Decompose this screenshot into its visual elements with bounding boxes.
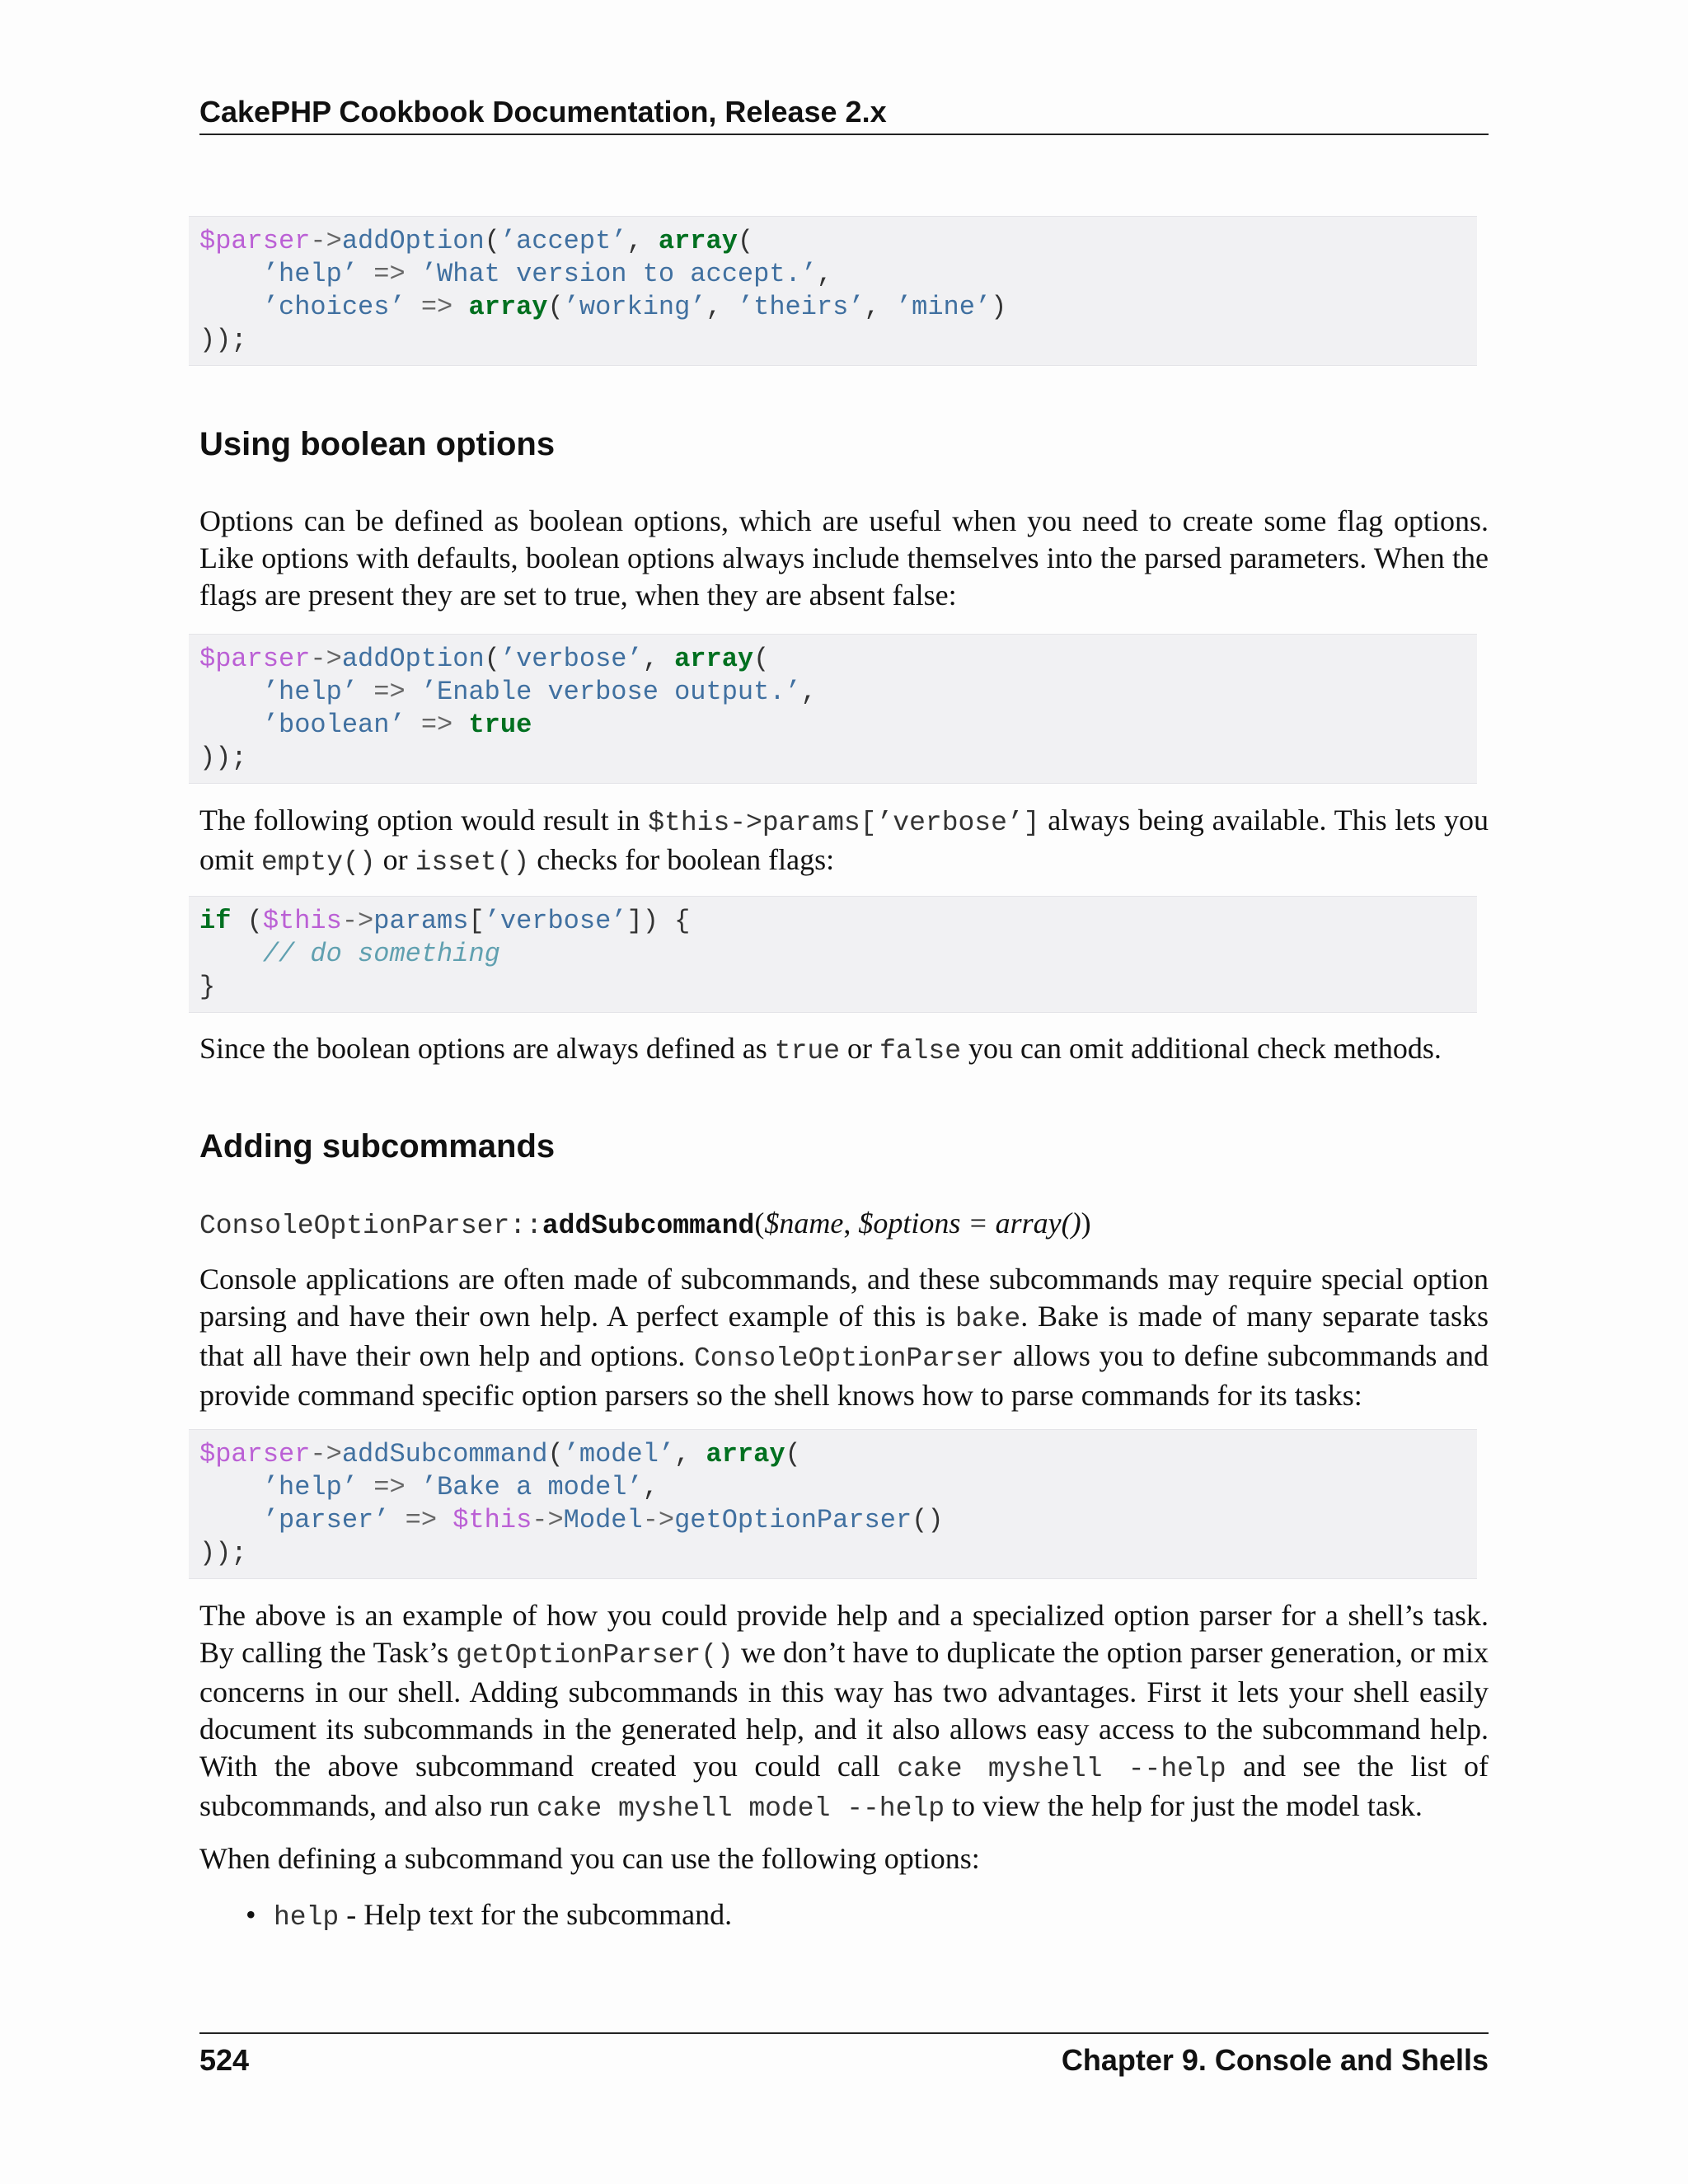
text-run: to view the help for just the model task. bbox=[945, 1789, 1423, 1822]
section-heading-subcommands: Adding subcommands bbox=[199, 1128, 556, 1165]
code-token: true bbox=[468, 710, 532, 740]
section-heading-boolean: Using boolean options bbox=[199, 426, 556, 462]
code-token: )); bbox=[199, 1538, 247, 1568]
code-token: ( bbox=[484, 226, 500, 256]
inline-code: empty() bbox=[261, 847, 376, 878]
code-token: array bbox=[658, 226, 738, 256]
code-token: ’What version to accept.’ bbox=[420, 259, 817, 289]
code-token: ’theirs’ bbox=[737, 292, 865, 322]
paragraph-following-option bbox=[199, 802, 1489, 881]
code-token: ’choices’ bbox=[262, 292, 406, 322]
page-number: 524 bbox=[199, 2043, 250, 2077]
chapter-title: Chapter 9. Console and Shells bbox=[1061, 2043, 1489, 2077]
signature-class: ConsoleOptionParser:: bbox=[199, 1211, 542, 1241]
code-token: , bbox=[642, 1472, 659, 1502]
code-token: () bbox=[912, 1505, 944, 1535]
code-token: $parser bbox=[199, 226, 311, 256]
code-line bbox=[199, 938, 1477, 971]
code-line bbox=[199, 258, 1477, 291]
code-token: $this bbox=[262, 906, 342, 936]
code-token: ’Enable verbose output.’ bbox=[420, 677, 801, 707]
code-block-if-verbose bbox=[189, 896, 1477, 1013]
code-line bbox=[199, 1471, 1477, 1504]
text-run: The above is an example of how you could provide help and a specialized option parser for a shell’s task. By calling the Task’s bbox=[199, 1599, 1489, 1669]
code-line bbox=[199, 1438, 1477, 1471]
code-token: ( bbox=[737, 226, 754, 256]
text-run: allows you to define subcommands and provide command specific option parsers so the shell knows how to parse commands for its tasks: bbox=[199, 1339, 1489, 1412]
paragraph-subcommands-explanation bbox=[199, 1597, 1489, 1827]
inline-code: isset() bbox=[415, 847, 530, 878]
code-token: ’boolean’ bbox=[262, 710, 406, 740]
code-token: ’model’ bbox=[563, 1439, 675, 1469]
text-run: ( bbox=[754, 1207, 765, 1240]
code-token: , bbox=[800, 677, 817, 707]
code-token: array bbox=[674, 644, 754, 674]
bullet-marker: • bbox=[246, 1898, 256, 1931]
inline-code: cake myshell model --help bbox=[536, 1793, 945, 1824]
code-line bbox=[199, 676, 1477, 709]
code-token: ’parser’ bbox=[262, 1505, 390, 1535]
code-token: } bbox=[199, 972, 216, 1002]
code-token: => bbox=[389, 1505, 453, 1535]
code-block-verbose-option bbox=[189, 634, 1477, 784]
code-token: getOptionParser bbox=[674, 1505, 912, 1535]
code-token: params bbox=[373, 906, 469, 936]
inline-code: cake myshell --help bbox=[897, 1754, 1226, 1784]
code-block-accept-option bbox=[189, 216, 1477, 366]
inline-code: $this->params[’verbose’] bbox=[648, 808, 1040, 838]
text-run: . Bake is made of many separate tasks that all have their own help and options. bbox=[199, 1300, 1489, 1372]
code-token bbox=[199, 677, 263, 707]
text-run: checks for boolean flags: bbox=[529, 843, 835, 876]
code-token: -> bbox=[341, 906, 374, 936]
code-block-add-subcommand bbox=[189, 1429, 1477, 1579]
text-run: and see the list of subcommands, and also run bbox=[199, 1750, 1489, 1822]
code-token: $parser bbox=[199, 644, 311, 674]
inline-code: true bbox=[774, 1036, 840, 1066]
code-token: ( bbox=[231, 906, 263, 936]
code-line bbox=[199, 1537, 1477, 1570]
running-header: CakePHP Cookbook Documentation, Release 2.x bbox=[199, 92, 1489, 135]
code-line bbox=[199, 324, 1477, 357]
code-token: if bbox=[199, 906, 232, 936]
code-token: ’verbose’ bbox=[499, 644, 643, 674]
code-token: $this bbox=[452, 1505, 532, 1535]
code-token: -> bbox=[310, 1439, 342, 1469]
code-token: ’help’ bbox=[262, 677, 359, 707]
code-token: ’help’ bbox=[262, 1472, 359, 1502]
code-token bbox=[199, 939, 263, 969]
text-run: we don’t have to duplicate the option parser generation, or mix concerns in our shell. Adding subcommands in this way has two advantages. First it lets your shell easily document its subcommands in the generated help, and it also allows easy access to the subcommand help. With the above subcommand created you could call bbox=[199, 1636, 1489, 1783]
code-token: ’mine’ bbox=[895, 292, 992, 322]
code-token: -> bbox=[310, 644, 342, 674]
inline-code: bake bbox=[954, 1304, 1021, 1334]
inline-code: false bbox=[879, 1036, 962, 1066]
code-token: -> bbox=[532, 1505, 564, 1535]
code-token bbox=[199, 1505, 263, 1535]
text-run: , bbox=[843, 1207, 859, 1240]
code-token: , bbox=[864, 292, 896, 322]
code-token bbox=[199, 710, 263, 740]
page-footer bbox=[199, 2032, 1489, 2080]
code-line bbox=[199, 971, 1477, 1004]
code-token: $parser bbox=[199, 1439, 311, 1469]
code-token: addSubcommand bbox=[341, 1439, 548, 1469]
code-token: ]) { bbox=[626, 906, 691, 936]
code-token: => bbox=[358, 677, 421, 707]
paragraph-since-boolean bbox=[199, 1030, 1489, 1070]
code-token: ’verbose’ bbox=[484, 906, 627, 936]
code-token: array bbox=[706, 1439, 785, 1469]
code-line bbox=[199, 225, 1477, 258]
paragraph-subcommands-intro bbox=[199, 1261, 1489, 1414]
code-token bbox=[199, 292, 263, 322]
code-line bbox=[199, 1504, 1477, 1537]
signature-arg: $name bbox=[764, 1207, 844, 1240]
text-run: Since the boolean options are always defined as bbox=[199, 1032, 775, 1065]
code-token bbox=[199, 259, 263, 289]
code-token: , bbox=[642, 644, 675, 674]
text-run: you can omit additional check methods. bbox=[961, 1032, 1442, 1065]
list-item bbox=[246, 1896, 732, 1936]
code-token: , bbox=[816, 259, 833, 289]
code-token: ’Bake a model’ bbox=[420, 1472, 643, 1502]
text-run: ) bbox=[1081, 1207, 1091, 1240]
code-token: ( bbox=[753, 644, 770, 674]
code-token: Model bbox=[563, 1505, 643, 1535]
document-page bbox=[199, 0, 1489, 2184]
code-token: addOption bbox=[341, 644, 485, 674]
text-run: The following option would result in bbox=[199, 804, 649, 837]
code-line bbox=[199, 742, 1477, 775]
code-token: , bbox=[674, 1439, 706, 1469]
code-token: ’accept’ bbox=[499, 226, 627, 256]
code-token: , bbox=[626, 226, 659, 256]
code-token: => bbox=[405, 292, 469, 322]
paragraph-boolean-intro: Options can be defined as boolean options, which are useful when you need to create some flag options. Like options with defaults, boolean options always include themselves into the parsed parameters. When the flags are present they are set to true, when they are absent false: bbox=[199, 504, 1489, 612]
code-token: )); bbox=[199, 325, 247, 355]
code-line bbox=[199, 905, 1477, 938]
code-token: [ bbox=[468, 906, 485, 936]
code-token: addOption bbox=[341, 226, 485, 256]
text-run: or bbox=[840, 1032, 879, 1065]
code-line bbox=[199, 291, 1477, 324]
code-token: ( bbox=[547, 292, 564, 322]
code-token: )); bbox=[199, 743, 247, 773]
code-token: // do something bbox=[262, 939, 500, 969]
code-token: , bbox=[706, 292, 738, 322]
code-token: array bbox=[468, 292, 548, 322]
code-token: ( bbox=[785, 1439, 801, 1469]
code-token: ) bbox=[991, 292, 1007, 322]
code-token: ( bbox=[484, 644, 500, 674]
text-run: Console applications are often made of subcommands, and these subcommands may require special option parsing and have their own help. A perfect example of this is bbox=[199, 1263, 1489, 1333]
signature-method: addSubcommand bbox=[542, 1211, 755, 1241]
inline-code: getOptionParser() bbox=[456, 1640, 734, 1671]
code-token: ( bbox=[547, 1439, 564, 1469]
code-token: -> bbox=[642, 1505, 675, 1535]
text-run: always being available. This lets you omit bbox=[199, 804, 1489, 876]
code-token: => bbox=[358, 1472, 421, 1502]
code-token: ’working’ bbox=[563, 292, 706, 322]
code-token: -> bbox=[310, 226, 342, 256]
code-token bbox=[199, 1472, 263, 1502]
signature-arg: $options = array() bbox=[858, 1207, 1081, 1240]
text-run: - Help text for the subcommand. bbox=[339, 1898, 733, 1931]
code-token: ’help’ bbox=[262, 259, 359, 289]
inline-code: ConsoleOptionParser bbox=[693, 1343, 1005, 1374]
code-token: => bbox=[358, 259, 421, 289]
paragraph-subcommand-options: When defining a subcommand you can use the following options: bbox=[199, 1842, 980, 1875]
code-line bbox=[199, 643, 1477, 676]
code-line bbox=[199, 709, 1477, 742]
text-run: or bbox=[375, 843, 415, 876]
code-token: => bbox=[405, 710, 469, 740]
inline-code: help bbox=[274, 1902, 340, 1933]
method-signature bbox=[199, 1205, 1091, 1244]
